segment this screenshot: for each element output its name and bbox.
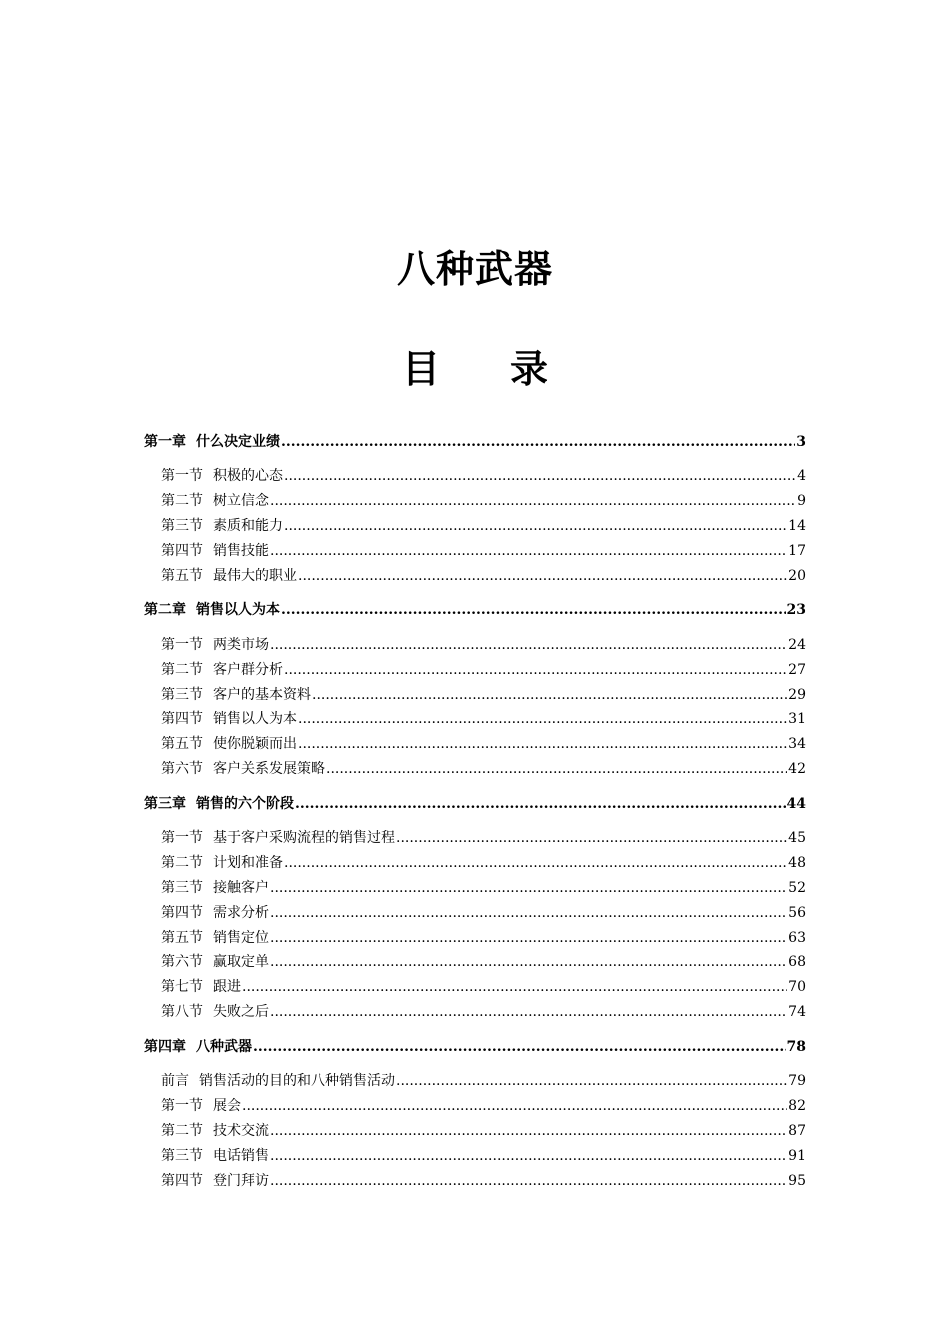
chapter-number: 第二章 <box>144 602 186 619</box>
dot-leader <box>270 1169 787 1194</box>
section-number: 第七节 <box>161 979 203 996</box>
section-page-number: 45 <box>788 829 806 846</box>
section-title: 计划和准备 <box>213 854 283 871</box>
toc-section-entry[interactable] <box>144 1144 806 1169</box>
section-number: 第二节 <box>161 661 203 678</box>
section-title: 最伟大的职业 <box>213 567 297 584</box>
toc-section-entry[interactable] <box>144 658 806 683</box>
dot-leader <box>270 901 787 926</box>
dot-leader <box>270 1144 787 1169</box>
toc-section-entry[interactable] <box>144 683 806 708</box>
dot-leader <box>298 707 787 732</box>
toc-chapter-entry[interactable] <box>144 792 806 817</box>
dot-leader <box>281 598 786 623</box>
section-number: 第四节 <box>161 543 203 560</box>
section-number: 第一节 <box>161 1097 203 1114</box>
section-number: 第二节 <box>161 854 203 871</box>
section-page-number: 20 <box>788 567 806 584</box>
dot-leader <box>242 1094 787 1119</box>
section-title: 基于客户采购流程的销售过程 <box>213 829 395 846</box>
book-title: 八种武器 <box>396 247 553 291</box>
section-number: 第四节 <box>161 904 203 921</box>
toc-section-entry[interactable] <box>144 732 806 757</box>
dot-leader <box>312 683 787 708</box>
chapter-title: 什么决定业绩 <box>196 434 280 450</box>
chapter-number: 第一章 <box>144 434 186 450</box>
section-title: 销售定位 <box>213 929 269 946</box>
dot-leader <box>396 1069 787 1094</box>
section-title: 技术交流 <box>213 1122 269 1139</box>
section-title: 使你脱颖而出 <box>213 736 297 753</box>
toc-section-entry[interactable] <box>144 464 806 489</box>
section-number: 第三节 <box>161 686 203 703</box>
toc-section-entry[interactable] <box>144 1069 806 1094</box>
section-title: 销售以人为本 <box>213 711 297 728</box>
section-number: 第五节 <box>161 929 203 946</box>
dot-leader <box>298 732 787 757</box>
toc-section-entry[interactable] <box>144 1000 806 1025</box>
section-title: 销售活动的目的和八种销售活动 <box>199 1072 395 1089</box>
toc-section-entry[interactable] <box>144 950 806 975</box>
dot-leader <box>396 826 787 851</box>
section-number: 前言 <box>161 1072 189 1089</box>
section-number: 第二节 <box>161 493 203 510</box>
section-title: 树立信念 <box>213 493 269 510</box>
section-page-number: 63 <box>788 929 806 946</box>
section-number: 第四节 <box>161 711 203 728</box>
toc-heading-right: 录 <box>510 347 549 391</box>
section-page-number: 68 <box>788 954 806 971</box>
toc-heading <box>0 338 950 393</box>
section-number: 第四节 <box>161 1172 203 1189</box>
section-page-number: 52 <box>788 879 806 896</box>
chapter-page-number: 78 <box>786 1038 806 1055</box>
dot-leader <box>281 430 795 455</box>
dot-leader <box>270 876 787 901</box>
section-title: 接触客户 <box>213 879 269 896</box>
chapter-page-number: 44 <box>786 795 806 812</box>
section-number: 第六节 <box>161 954 203 971</box>
toc-heading-left: 目 <box>401 347 440 391</box>
section-title: 客户关系发展策略 <box>213 761 325 778</box>
section-title: 需求分析 <box>213 904 269 921</box>
toc-section-entry[interactable] <box>144 975 806 1000</box>
section-number: 第五节 <box>161 567 203 584</box>
dot-leader <box>284 514 787 539</box>
section-page-number: 79 <box>788 1072 806 1089</box>
dot-leader <box>270 1000 787 1025</box>
toc-chapter-entry[interactable] <box>144 1035 806 1060</box>
section-title: 展会 <box>213 1097 241 1114</box>
chapter-title: 八种武器 <box>196 1038 252 1055</box>
section-page-number: 48 <box>788 854 806 871</box>
section-page-number: 42 <box>788 761 806 778</box>
toc-section-entry[interactable] <box>144 851 806 876</box>
section-number: 第五节 <box>161 736 203 753</box>
dot-leader <box>295 792 786 817</box>
section-number: 第一节 <box>161 468 203 485</box>
toc-section-entry[interactable] <box>144 876 806 901</box>
section-title: 客户群分析 <box>213 661 283 678</box>
section-page-number: 4 <box>797 468 806 485</box>
toc-section-entry[interactable] <box>144 489 806 514</box>
toc-section-entry[interactable] <box>144 707 806 732</box>
section-page-number: 34 <box>788 736 806 753</box>
toc-section-entry[interactable] <box>144 564 806 589</box>
chapter-number: 第四章 <box>144 1038 186 1055</box>
chapter-page-number: 23 <box>786 602 806 619</box>
section-number: 第二节 <box>161 1122 203 1139</box>
dot-leader <box>270 1119 787 1144</box>
section-title: 素质和能力 <box>213 518 283 535</box>
section-title: 两类市场 <box>213 636 269 653</box>
chapter-number: 第三章 <box>144 795 186 812</box>
toc-chapter-entry[interactable] <box>144 598 806 623</box>
toc-section-entry[interactable] <box>144 1169 806 1194</box>
section-number: 第一节 <box>161 829 203 846</box>
section-title: 电话销售 <box>213 1147 269 1164</box>
dot-leader <box>253 1035 786 1060</box>
toc-section-entry[interactable] <box>144 514 806 539</box>
section-title: 客户的基本资料 <box>213 686 311 703</box>
chapter-page-number: 3 <box>796 434 806 450</box>
dot-leader <box>270 633 787 658</box>
toc-section-entry[interactable] <box>144 757 806 782</box>
dot-leader <box>284 658 787 683</box>
dot-leader <box>270 950 787 975</box>
dot-leader <box>284 464 796 489</box>
section-page-number: 9 <box>797 493 806 510</box>
toc-section-entry[interactable] <box>144 1119 806 1144</box>
toc-section-entry[interactable] <box>144 1094 806 1119</box>
section-page-number: 31 <box>788 711 806 728</box>
section-number: 第六节 <box>161 761 203 778</box>
dot-leader <box>298 564 787 589</box>
section-title: 失败之后 <box>213 1004 269 1021</box>
dot-leader <box>242 975 787 1000</box>
chapter-title: 销售以人为本 <box>196 602 280 619</box>
section-title: 登门拜访 <box>213 1172 269 1189</box>
section-title: 积极的心态 <box>213 468 283 485</box>
toc-section-entry[interactable] <box>144 539 806 564</box>
table-of-contents <box>144 430 806 1203</box>
section-page-number: 95 <box>788 1172 806 1189</box>
toc-section-entry[interactable] <box>144 901 806 926</box>
toc-section-entry[interactable] <box>144 633 806 658</box>
section-page-number: 29 <box>788 686 806 703</box>
section-number: 第一节 <box>161 636 203 653</box>
section-page-number: 70 <box>788 979 806 996</box>
section-number: 第三节 <box>161 518 203 535</box>
section-page-number: 17 <box>788 543 806 560</box>
dot-leader <box>326 757 787 782</box>
section-page-number: 91 <box>788 1147 806 1164</box>
dot-leader <box>270 489 796 514</box>
toc-chapter-entry[interactable] <box>144 430 806 455</box>
section-page-number: 87 <box>788 1122 806 1139</box>
chapter-title: 销售的六个阶段 <box>196 795 294 812</box>
section-number: 第三节 <box>161 1147 203 1164</box>
section-page-number: 14 <box>788 518 806 535</box>
dot-leader <box>270 926 787 951</box>
section-title: 赢取定单 <box>213 954 269 971</box>
dot-leader <box>270 539 787 564</box>
section-page-number: 82 <box>788 1097 806 1114</box>
section-page-number: 56 <box>788 904 806 921</box>
toc-section-entry[interactable] <box>144 926 806 951</box>
section-number: 第八节 <box>161 1004 203 1021</box>
dot-leader <box>284 851 787 876</box>
section-title: 跟进 <box>213 979 241 996</box>
section-page-number: 27 <box>788 661 806 678</box>
section-number: 第三节 <box>161 879 203 896</box>
toc-section-entry[interactable] <box>144 826 806 851</box>
section-title: 销售技能 <box>213 543 269 560</box>
section-page-number: 74 <box>788 1004 806 1021</box>
section-page-number: 24 <box>788 636 806 653</box>
